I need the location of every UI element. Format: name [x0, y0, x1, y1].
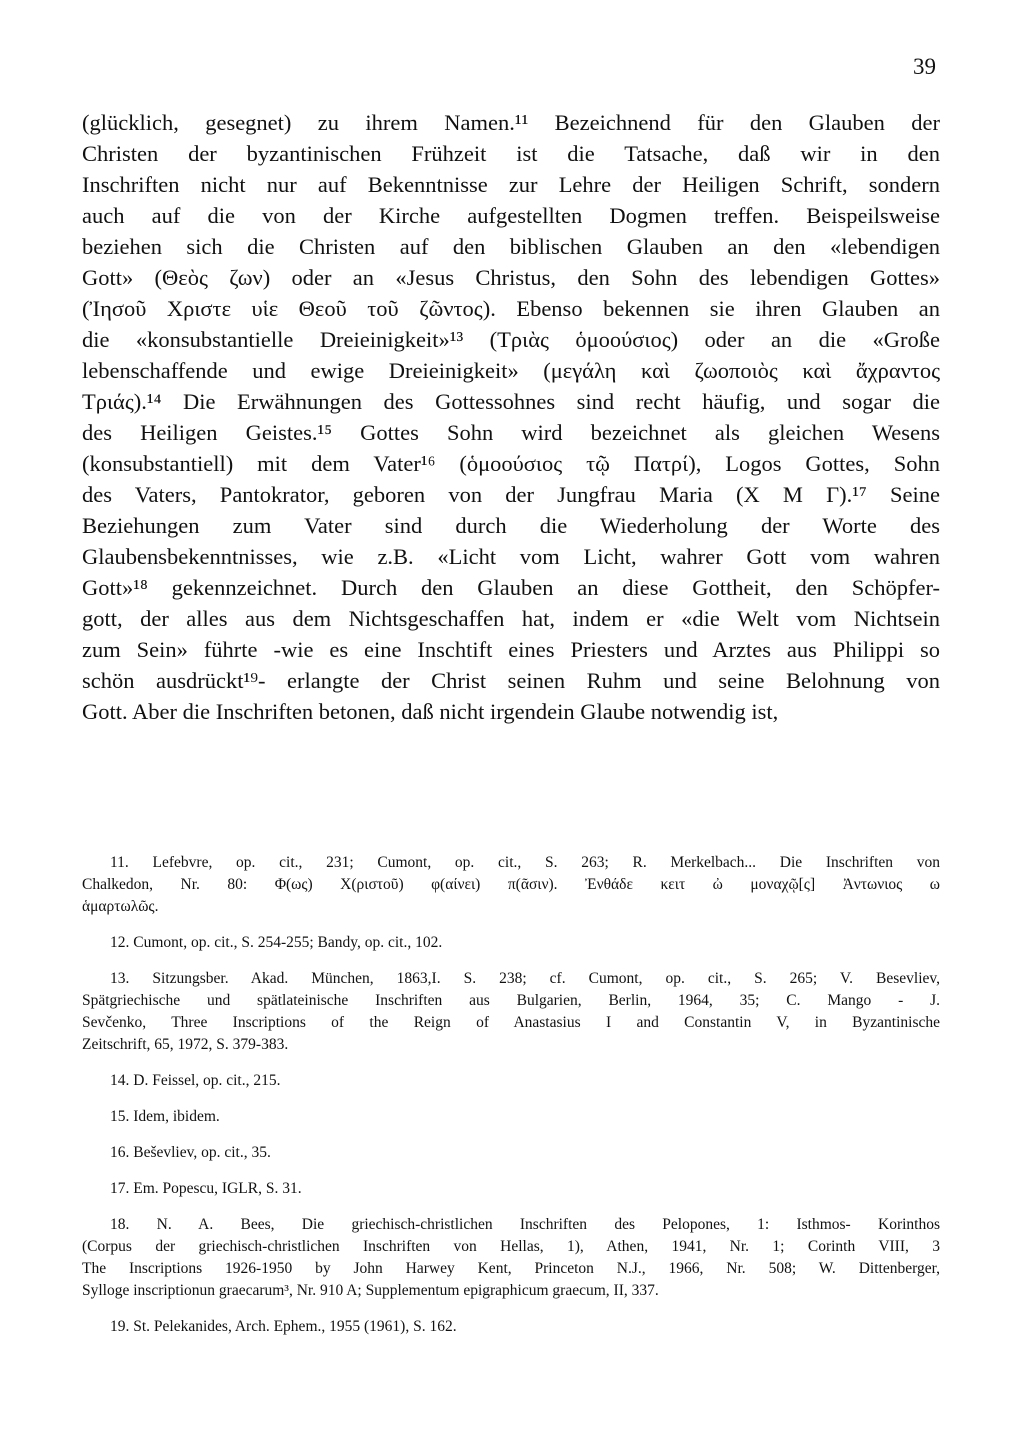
footnote-line: Sylloge inscriptionun graecarum³, Nr. 910 A; Supplementum epigraphicum graecum, II, 337. [82, 1282, 659, 1299]
text-line: Gott» (Θεὸς ζων) oder an «Jesus Christus, den Sohn des lebendigen Gottes» [82, 265, 940, 290]
footnote-line: ἁμαρτωλῶς. [82, 898, 159, 915]
text-line: Inschriften nicht nur auf Bekenntnisse zur Lehre der Heiligen Schrift, sondern [82, 172, 940, 197]
footnote-line: The Inscriptions 1926-1950 by John Harwey Kent, Princeton N.J., 1966, Nr. 508; W. Dittenberger, [82, 1260, 940, 1277]
footnote-17: 17. Em. Popescu, IGLR, S. 31. [110, 1180, 302, 1197]
text-line: Glaubensbekenntnisses, wie z.B. «Licht vom Licht, wahrer Gott vom wahren [82, 544, 940, 569]
text-line: (glücklich, gesegnet) zu ihrem Namen.¹¹ Bezeichnend für den Glauben der [82, 110, 940, 135]
footnote-line: Sevčenko, Three Inscriptions of the Reign of Anastasius I and Constantin V, in Byzantinische [82, 1014, 940, 1031]
page-number: 39 [913, 54, 936, 79]
text-line: Beziehungen zum Vater sind durch die Wiederholung der Worte des [82, 513, 940, 538]
footnote-19: 19. St. Pelekanides, Arch. Ephem., 1955 (1961), S. 162. [110, 1318, 457, 1335]
footnote-line: (Corpus der griechisch-christlichen Inschriften von Hellas, 1), Athen, 1941, Nr. 1; Corinth VIII, 3 [82, 1238, 940, 1255]
footnote-line: 13. Sitzungsber. Akad. München, 1863,I. S. 238; cf. Cumont, op. cit., S. 265; V. Besevliev, [110, 970, 940, 987]
footnotes [82, 852, 940, 1352]
footnote-line: 18. N. A. Bees, Die griechisch-christlichen Inschriften des Pelopones, 1: Isthmos- Korinthos [110, 1216, 940, 1233]
footnote-line: Chalkedon, Nr. 80: Φ(ως) Χ(ριστοῦ) φ(αίνει) π(ᾶσιν). Ἐνθάδε κειτ ὠ μοναχῷ[ς] Ἀντωνιος ω [82, 876, 940, 893]
text-line: Gott»¹⁸ gekennzeichnet. Durch den Glauben an diese Gottheit, den Schöpfer- [82, 575, 940, 600]
footnote-14: 14. D. Feissel, op. cit., 215. [110, 1072, 281, 1089]
text-line: zum Sein» führte -wie es eine Inschtift eines Priesters und Arztes aus Philippi so [82, 637, 940, 662]
text-line: Gott. Aber die Inschriften betonen, daß nicht irgendein Glaube notwendig ist, [82, 699, 779, 724]
footnote-11 [82, 852, 940, 918]
text-line: des Vaters, Pantokrator, geboren von der Jungfrau Maria (Χ Μ Γ).¹⁷ Seine [82, 482, 940, 507]
footnote-line: 11. Lefebvre, op. cit., 231; Cumont, op. cit., S. 263; R. Merkelbach... Die Inschriften von [110, 854, 940, 871]
footnote-18 [82, 1214, 940, 1302]
text-line: lebenschaffende und ewige Dreieinigkeit» (μεγάλη καὶ ζωοποιὸς καὶ ἄχραντος [82, 358, 940, 383]
footnote-line: Zeitschrift, 65, 1972, S. 379-383. [82, 1036, 289, 1053]
text-line: Christen der byzantinischen Frühzeit ist die Tatsache, daß wir in den [82, 141, 940, 166]
footnote-16: 16. Beševliev, op. cit., 35. [110, 1144, 271, 1161]
footnote-15: 15. Idem, ibidem. [110, 1108, 220, 1125]
footnote-12: 12. Cumont, op. cit., S. 254-255; Bandy, op. cit., 102. [110, 934, 443, 951]
text-line: auch auf die von der Kirche aufgestellten Dogmen treffen. Beispeilsweise [82, 203, 940, 228]
text-line: (konsubstantiell) mit dem Vater¹⁶ (ὁμοούσιος τῷ Πατρί), Logos Gottes, Sohn [82, 451, 940, 476]
text-line: (Ἰησοῦ Χριστε υἱε Θεοῦ τοῦ ζῶντος). Ebenso bekennen sie ihren Glauben an [82, 296, 940, 321]
text-line: beziehen sich die Christen auf den biblischen Glauben an den «lebendigen [82, 234, 940, 259]
text-line: Τριάς).¹⁴ Die Erwähnungen des Gottessohnes sind recht häufig, und sogar die [82, 389, 940, 414]
text-line: des Heiligen Geistes.¹⁵ Gottes Sohn wird bezeichnet als gleichen Wesens [82, 420, 940, 445]
text-line: gott, der alles aus dem Nichtsgeschaffen hat, indem er «die Welt vom Nichtsein [82, 606, 940, 631]
footnote-13 [82, 968, 940, 1056]
main-text [82, 107, 940, 727]
text-line: die «konsubstantielle Dreieinigkeit»¹³ (Τριὰς ὁμοούσιος) oder an die «Große [82, 327, 940, 352]
text-line: schön ausdrückt¹⁹- erlangte der Christ seinen Ruhm und seine Belohnung von [82, 668, 940, 693]
footnote-line: Spätgriechische und spätlateinische Inschriften aus Bulgarien, Berlin, 1964, 35; C. Mango - J. [82, 992, 940, 1009]
